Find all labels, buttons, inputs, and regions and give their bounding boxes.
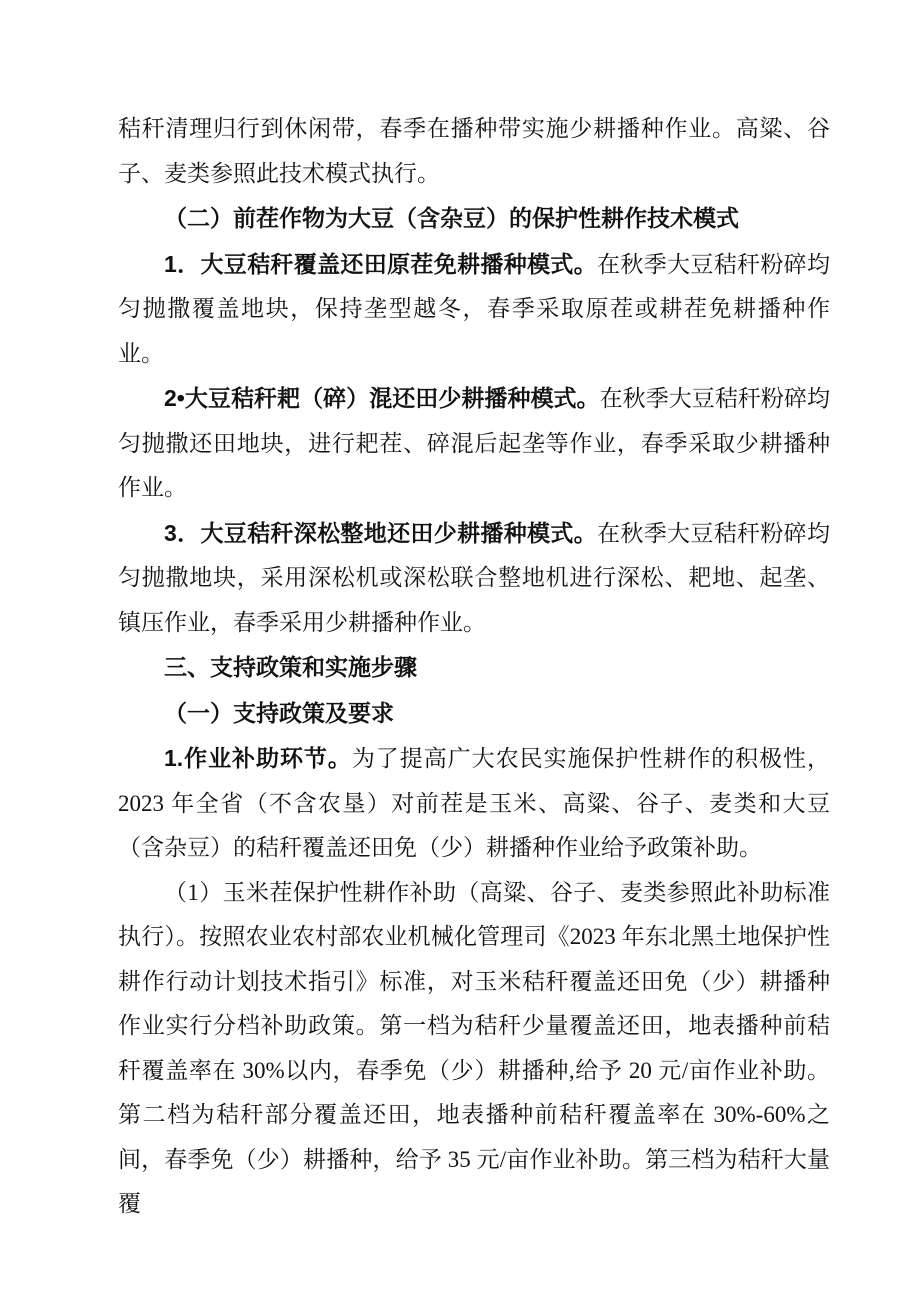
body-text-run: （1）玉米茬保护性耕作补助（高粱、谷子、麦类参照此补助标准执行）。按照农业农村部农业机械化管理司《2023 年东北黑土地保护性耕作行动计划技术指引》标准，对玉米秸秆覆盖还田免（少）耕播种作业实行分档补助政策。第一档为秸秆少量覆盖还田，地表播种前秸秆覆盖率在 30%以内，春季免（少）耕播种,给予 20 元/亩作业补助。第二档为秸秆部分覆盖还田，地表播种前秸秆覆盖率在 30%-60%之间，春季免（少）耕播种，给予 35 元/亩作业补助。第三档为秸秆大量覆 (118, 879, 830, 1216)
heading-text: （一）支持政策及要求 (164, 699, 394, 726)
heading-text: （二）前茬作物为大豆（含杂豆）的保护性耕作技术模式 (164, 205, 739, 231)
paragraph-corn-subsidy (118, 871, 830, 1227)
body-text-run: 秸秆清理归行到休闲带，春季在播种带实施少耕播种作业。高粱、谷子、麦类参照此技术模式执行。 (118, 116, 830, 186)
paragraph-mode-3 (118, 511, 830, 646)
item-title-text: 1.作业补助环节。 (164, 745, 352, 771)
paragraph-mode-2 (118, 376, 830, 511)
paragraph-continuation (118, 107, 830, 196)
mode-title-text: 3．大豆秸秆深松整地还田少耕播种模式。 (164, 519, 598, 546)
document-page (118, 107, 830, 1227)
body-text-run: 在秋季大豆秸秆粉碎均匀抛撒覆盖地块，保持垄型越冬，春季采取原茬或耕茬免耕播种作业。 (118, 251, 831, 366)
paragraph-subsidy-link (118, 736, 830, 871)
paragraph-mode-1 (118, 242, 830, 377)
heading-text: 三、支持政策和实施步骤 (164, 654, 417, 680)
body-text-run: 在秋季大豆秸秆粉碎均匀抛撒还田地块，进行耙茬、碎混后起垄等作业，春季采取少耕播种作业。 (118, 386, 831, 500)
heading-section-2 (118, 196, 830, 242)
heading-section-1 (118, 691, 830, 737)
mode-title-text: 2•大豆秸秆耙（碎）混还田少耕播种模式。 (164, 385, 600, 411)
mode-title-text: 1．大豆秸秆覆盖还田原茬免耕播种模式。 (164, 250, 598, 277)
body-text-run: 为了提高广大农民实施保护性耕作的积极性，2023 年全省（不含农垦）对前茬是玉米、高粱、谷子、麦类和大豆（含杂豆）的秸秆覆盖还田免（少）耕播种作业给予政策补助。 (118, 746, 831, 860)
body-text-run: 在秋季大豆秸秆粉碎均匀抛撒地块，采用深松机或深松联合整地机进行深松、耙地、起垄、镇压作业，春季采用少耕播种作业。 (118, 520, 831, 635)
heading-part-3 (118, 645, 830, 691)
